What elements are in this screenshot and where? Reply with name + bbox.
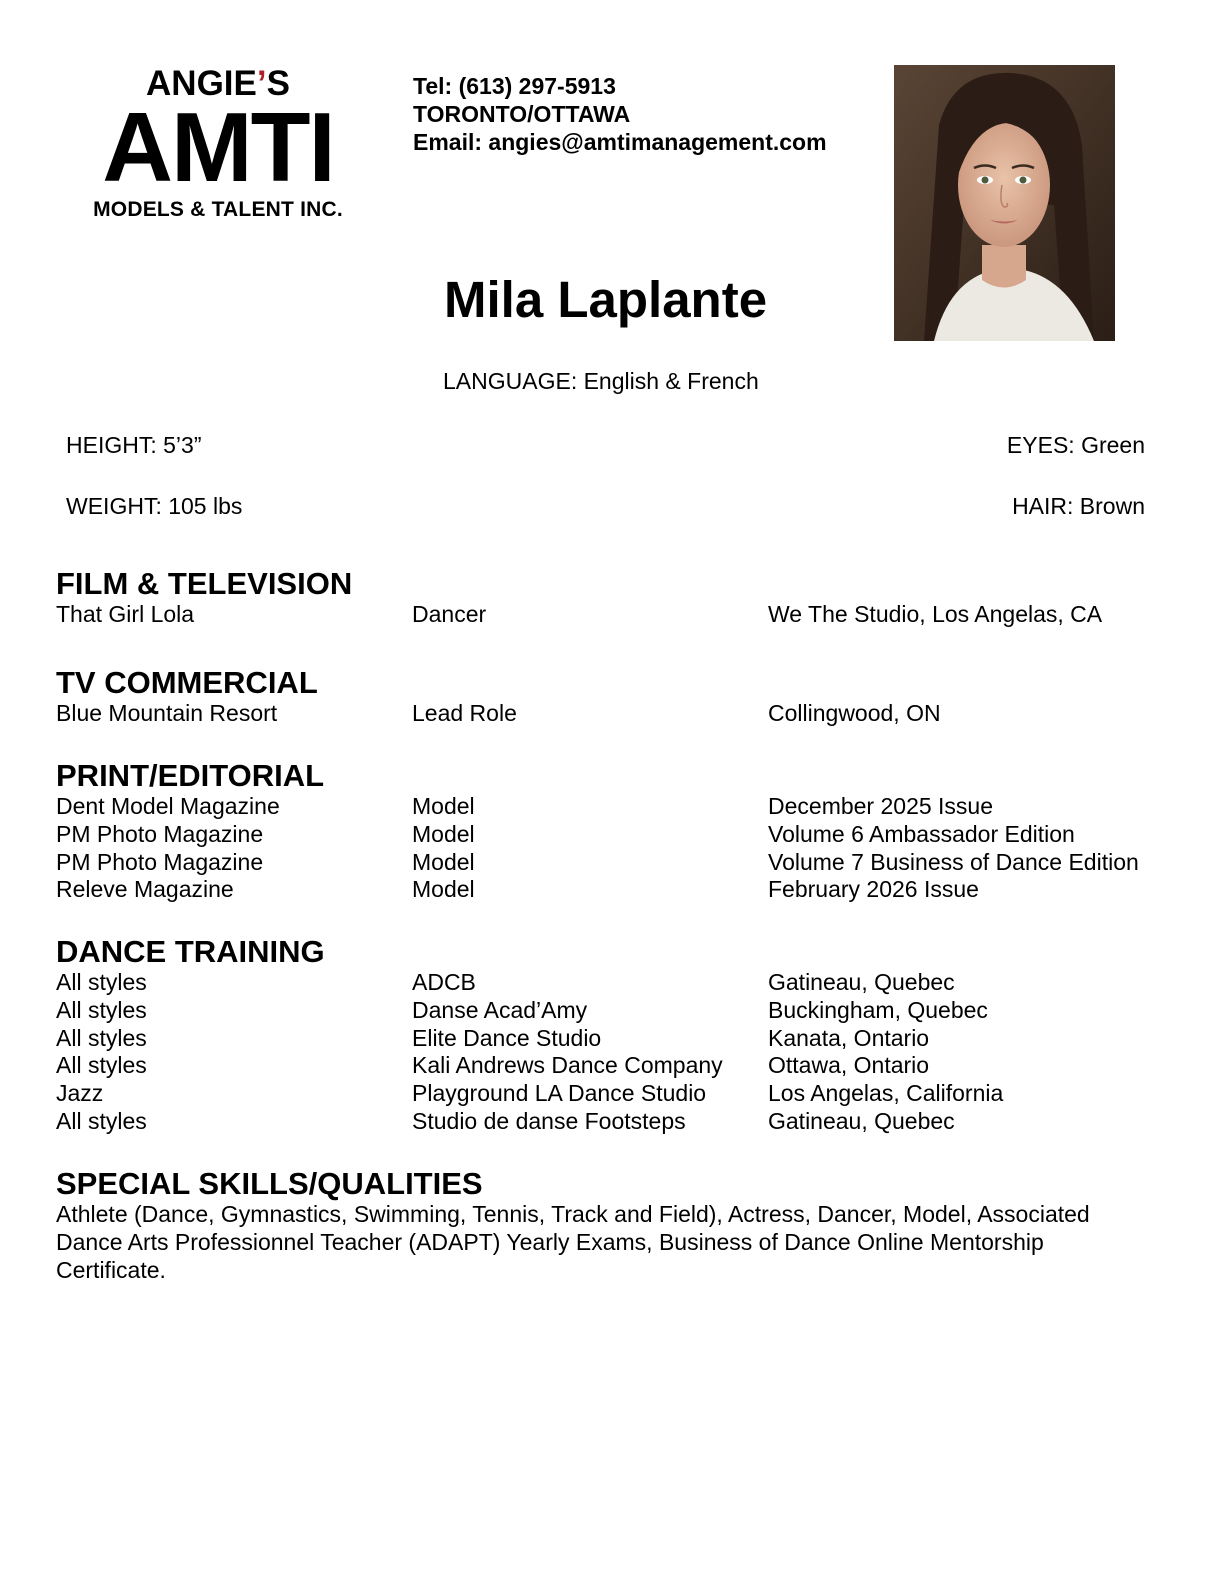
section-print-editorial [56,759,1176,904]
credit-role: Model [412,820,475,847]
credit-detail: December 2025 Issue [768,793,994,819]
credit-project: PM Photo Magazine [56,820,264,847]
section-dance-training [56,935,1176,1136]
training-row [56,1052,1176,1080]
headshot-illustration [894,65,1115,341]
talent-eyes: EYES: Green [1006,432,1145,458]
credit-detail: Volume 6 Ambassador Edition [768,820,1075,847]
training-location: Gatineau, Quebec [768,969,955,995]
contact-tel: Tel: (613) 297-5913 [413,73,616,99]
credit-detail: Volume 7 Business of Dance Edition [768,848,1139,875]
headshot-photo [894,65,1115,341]
talent-weight: WEIGHT: 105 lbs [66,493,243,519]
training-school: Kali Andrews Dance Company [412,1052,723,1079]
logo-main-text: AMTI [102,92,334,202]
training-style: All styles [56,1024,147,1051]
section-title: SPECIAL SKILLS/QUALITIES [56,1166,483,1201]
training-school: Playground LA Dance Studio [412,1080,707,1107]
training-location: Kanata, Ontario [768,1024,930,1051]
training-row [56,1025,1176,1053]
talent-height: HEIGHT: 5’3” [66,432,202,458]
credit-row [56,601,1176,629]
credit-role: Model [412,793,475,819]
training-location: Gatineau, Quebec [768,1107,955,1134]
section-title: PRINT/EDITORIAL [56,758,325,793]
credit-project: Releve Magazine [56,876,234,903]
logo-sub-text: MODELS & TALENT INC. [93,198,343,221]
talent-hair: HAIR: Brown [1012,493,1145,519]
section-tv-commercial [56,666,1176,728]
credit-detail: We The Studio, Los Angelas, CA [768,601,1103,627]
credit-row [56,821,1176,849]
training-school: Danse Acad’Amy [412,996,588,1023]
credit-row [56,700,1176,728]
training-school: Elite Dance Studio [412,1024,602,1051]
training-style: All styles [56,1107,147,1134]
training-row [56,1080,1176,1108]
training-row [56,997,1176,1025]
credit-detail: February 2026 Issue [768,876,979,903]
contact-city: TORONTO/OTTAWA [413,101,631,127]
talent-language: LANGUAGE: English & French [443,368,759,394]
training-school: ADCB [412,969,476,995]
training-style: All styles [56,969,147,995]
training-row [56,969,1176,997]
credit-role: Model [412,876,475,903]
credit-project: Dent Model Magazine [56,793,280,819]
section-film-television [56,567,1176,629]
credit-row [56,849,1176,877]
training-location: Ottawa, Ontario [768,1052,930,1079]
training-row [56,1108,1176,1136]
section-title: DANCE TRAINING [56,934,325,969]
training-style: Jazz [56,1080,104,1107]
section-special-skills [56,1167,1176,1284]
credit-role: Dancer [412,601,487,627]
credit-project: That Girl Lola [56,601,195,627]
credit-project: Blue Mountain Resort [56,700,278,726]
training-school: Studio de danse Footsteps [412,1107,686,1134]
section-title: FILM & TELEVISION [56,566,353,601]
credit-role: Model [412,848,475,875]
training-style: All styles [56,1052,147,1079]
credit-row [56,876,1176,904]
agency-logo [76,64,360,224]
credit-project: PM Photo Magazine [56,848,264,875]
agency-contact [413,72,827,156]
training-style: All styles [56,996,147,1023]
credit-detail: Collingwood, ON [768,700,941,726]
talent-name: Mila Laplante [444,271,768,328]
credit-role: Lead Role [412,700,517,726]
training-location: Los Angelas, California [768,1080,1004,1107]
logo-top-text: ANGIE’S [146,64,290,103]
training-location: Buckingham, Quebec [768,996,988,1023]
skills-text: Athlete (Dance, Gymnastics, Swimming, Tennis, Track and Field), Actress, Dancer, Model, Associated Dance Arts Professionnel Teacher (ADAPT) Yearly Exams, Business of Dance Online Mentorship Certificate. [56,1201,1090,1283]
contact-email: Email: angies@amtimanagement.com [413,129,827,155]
credit-row [56,793,1176,821]
section-title: TV COMMERCIAL [56,665,318,700]
